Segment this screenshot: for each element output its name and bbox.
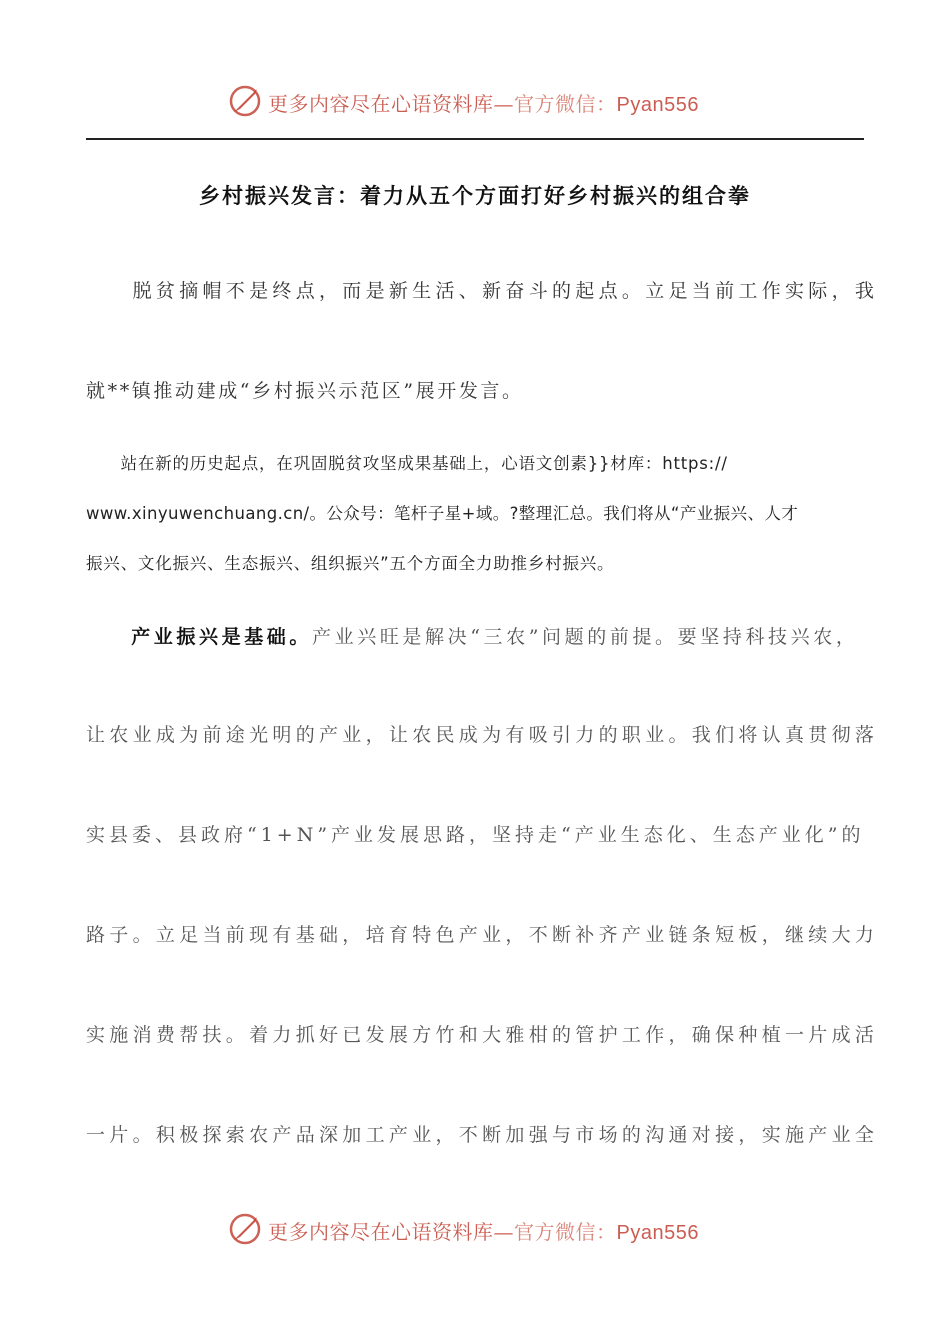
p3-line-4: 路子。立足当前现有基础，培育特色产业，不断补齐产业链条短板，继续大力: [86, 924, 879, 946]
banner-dash: —: [493, 92, 514, 116]
p2-line-3: 振兴、文化振兴、生态振兴、组织振兴”五个方面全力助推乡村振兴。: [86, 554, 615, 573]
p1-line-1: 脱贫摘帽不是终点，而是新生活、新奋斗的起点。立足当前工作实际，我: [86, 280, 879, 302]
banner-dash: —: [493, 1220, 514, 1244]
header-banner-text: [268, 88, 699, 117]
banner-slogan: 更多内容尽在心语资料库: [268, 1220, 494, 1244]
header-banner: [0, 82, 950, 122]
p2-line-2: www.xinyuwenchuang.cn/。公众号：笔杆子星+域。?整理汇总。我们将从“产业振兴、人才: [86, 504, 799, 523]
banner-wechat-id: Pyan556: [616, 1222, 699, 1244]
quill-logo-icon: [228, 84, 262, 118]
p3-line-6: 一片。积极探索农产品深加工产业，不断加强与市场的沟通对接，实施产业全: [86, 1124, 879, 1146]
footer-banner-text: [268, 1216, 699, 1245]
banner-wechat-label: 官方微信：: [514, 1220, 617, 1244]
p3-line-2: 让农业成为前途光明的产业，让农民成为有吸引力的职业。我们将认真贯彻落: [86, 724, 879, 746]
quill-logo-icon: [228, 1212, 262, 1246]
document-title: 乡村振兴发言：着力从五个方面打好乡村振兴的组合拳: [199, 184, 751, 208]
p1-line-2: 就**镇推动建成“乡村振兴示范区”展开发言。: [86, 380, 524, 402]
header-divider: [86, 138, 864, 140]
p2-line-1: 站在新的历史起点，在巩固脱贫攻坚成果基础上，心语文创素}}材库：https://: [86, 454, 728, 473]
banner-wechat-id: Pyan556: [616, 94, 699, 116]
banner-wechat-label: 官方微信：: [514, 92, 617, 116]
p3-line-5: 实施消费帮扶。着力抓好已发展方竹和大雅柑的管护工作，确保种植一片成活: [86, 1024, 879, 1046]
p3-lead: 产业振兴是基础。: [86, 626, 313, 648]
p3-first-text: 产业兴旺是解决“三农”问题的前提。要坚持科技兴农，: [312, 626, 859, 648]
banner-slogan: 更多内容尽在心语资料库: [268, 92, 494, 116]
p3-line-1: [86, 622, 858, 649]
footer-banner: [0, 1210, 950, 1250]
p3-line-3: 实县委、县政府“1+N”产业发展思路，坚持走“产业生态化、生态产业化”的: [86, 824, 865, 846]
